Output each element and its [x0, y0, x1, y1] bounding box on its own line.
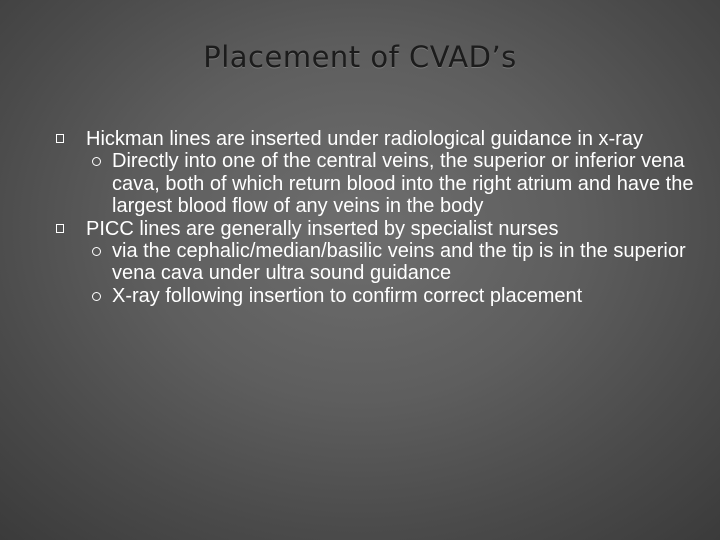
sub-bullet-text: Directly into one of the central veins, the superior or inferior vena cava, both of which return blood into the right atrium and have the largest blood flow of any veins in the body — [112, 150, 694, 218]
bullet-text: PICC lines are generally inserted by specialist nurses — [86, 217, 559, 240]
square-bullet-icon — [56, 134, 64, 143]
bullet-item-hickman — [56, 128, 696, 218]
circle-bullet-icon — [92, 292, 101, 301]
sub-bullet-item — [86, 240, 696, 285]
sub-bullet-list — [86, 240, 696, 307]
bullet-text: Hickman lines are inserted under radiological guidance in x-ray — [86, 128, 643, 150]
circle-bullet-icon — [92, 157, 101, 166]
bullet-list — [56, 128, 696, 307]
sub-bullet-text: via the cephalic/median/basilic veins and the tip is in the superior vena cava under ultra sound guidance — [112, 240, 686, 285]
sub-bullet-list — [86, 150, 696, 217]
circle-bullet-icon — [92, 247, 101, 256]
sub-bullet-item — [86, 285, 696, 307]
square-bullet-icon — [56, 224, 64, 233]
sub-bullet-item — [86, 150, 696, 217]
bullet-item-picc — [56, 218, 696, 308]
slide-title: Placement of CVAD’s — [203, 40, 517, 74]
sub-bullet-text: X-ray following insertion to confirm correct placement — [112, 284, 583, 307]
